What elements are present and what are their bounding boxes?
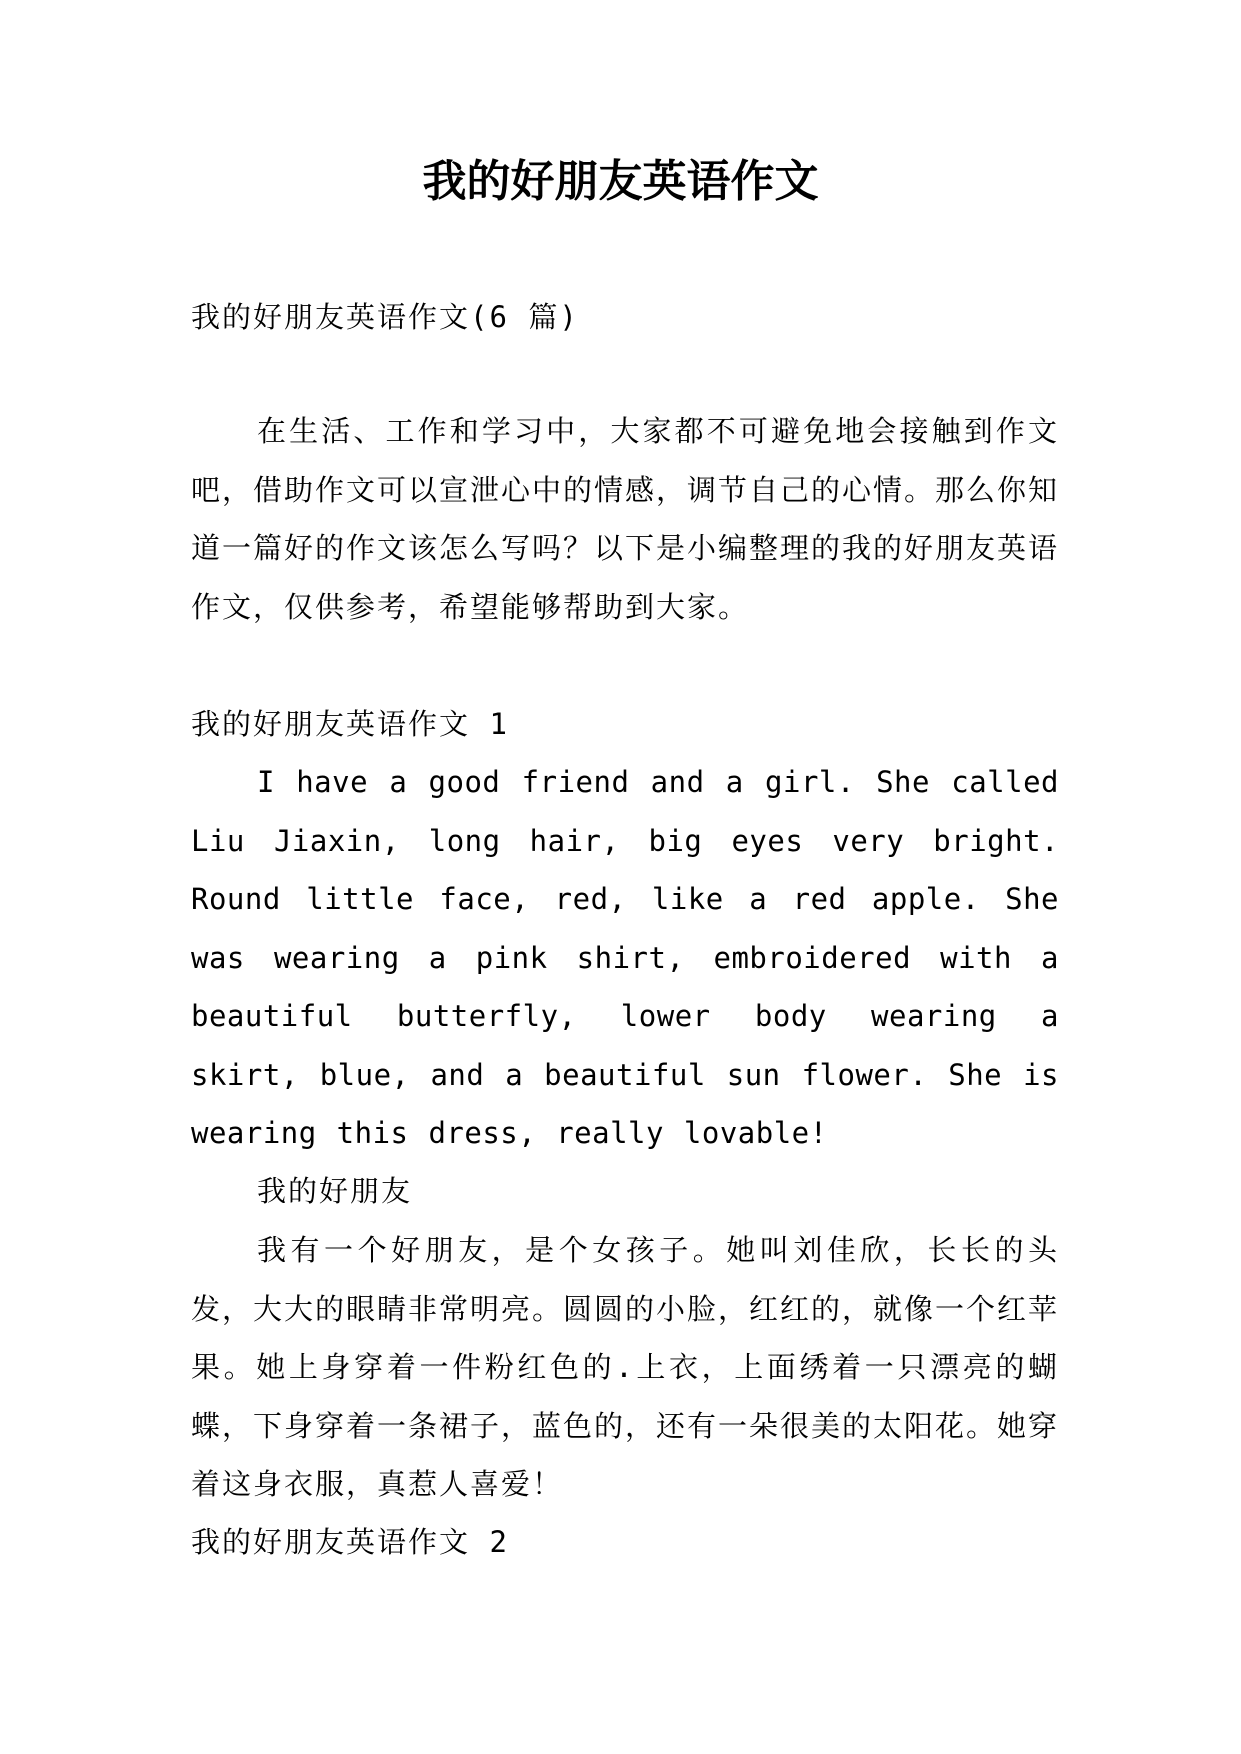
document-subtitle: 我的好朋友英语作文(6 篇) <box>191 300 579 334</box>
essay-1-chinese-heading: 我的好朋友 <box>257 1174 413 1208</box>
essay-1-heading: 我的好朋友英语作文 1 <box>191 707 509 741</box>
essay-1-english-paragraph: I have a good friend and a girl. She called Liu Jiaxin, long hair, big eyes very bright. Round little face, red, like a red apple. She was wearing a pink shirt, embroidered with a beautiful butterfly, lower body wearing a skirt, blue, and a beautiful sun flower. She is wearing this dress, really lovable! <box>191 765 1059 1150</box>
essay-1-chinese-paragraph: 我有一个好朋友，是个女孩子。她叫刘佳欣，长长的头发，大大的眼睛非常明亮。圆圆的小脸，红红的，就像一个红苹果。她上身穿着一件粉红色的.上衣，上面绣着一只漂亮的蝴蝶，下身穿着一条裙子，蓝色的，还有一朵很美的太阳花。她穿着这身衣服，真惹人喜爱！ <box>191 1233 1060 1501</box>
document-title: 我的好朋友英语作文 <box>422 156 819 207</box>
intro-paragraph: 在生活、工作和学习中，大家都不可避免地会接触到作文吧，借助作文可以宣泄心中的情感，调节自己的心情。那么你知道一篇好的作文该怎么写吗？以下是小编整理的我的好朋友英语作文，仅供参考，希望能够帮助到大家。 <box>191 414 1060 624</box>
essay-2-heading: 我的好朋友英语作文 2 <box>191 1525 509 1559</box>
